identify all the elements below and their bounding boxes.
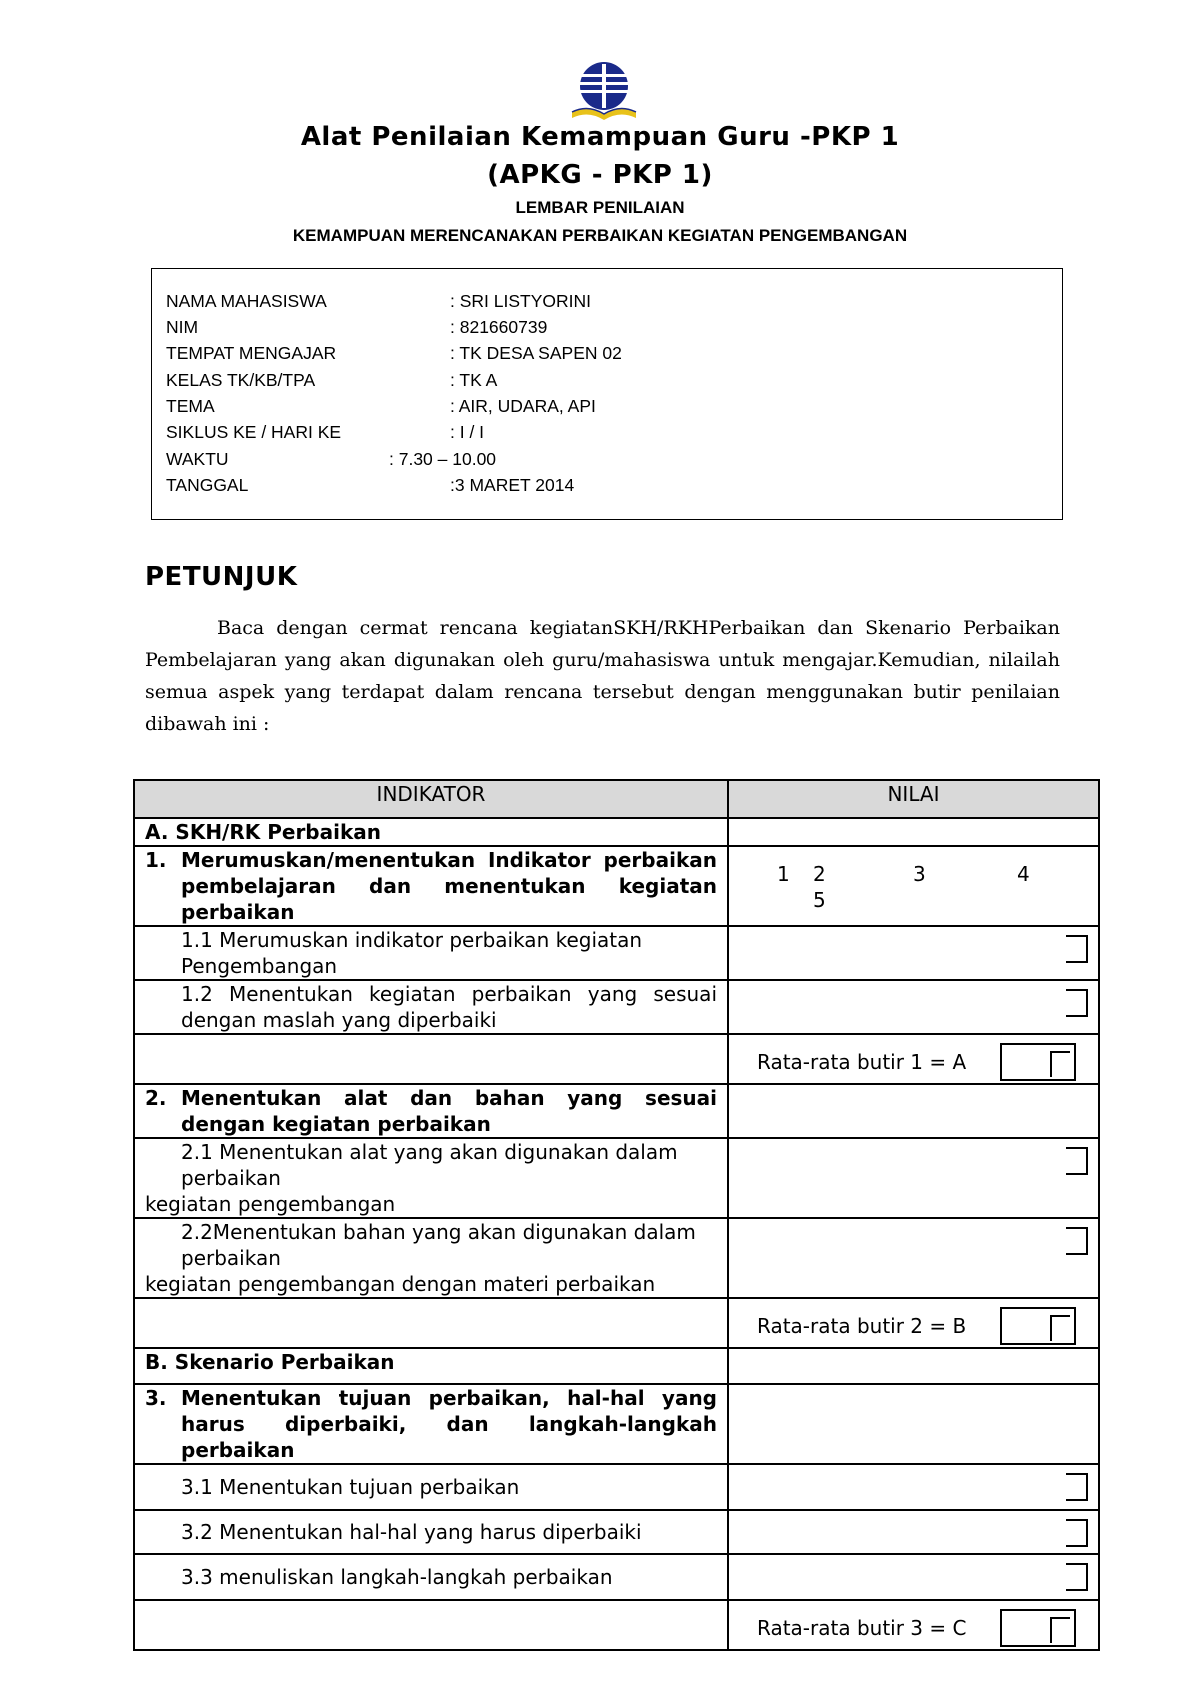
student-info-box: NAMA MAHASISWA : SRI LISTYORINI NIM : 821660739 TEMPAT MENGAJAR : TK DESA SAPEN 02 KELAS TK/KB/TPA : TK A TEMA : AIR, UDARA, API SIKLUS KE / HARI KE : I / I WAKTU : 7.30 – 10.00 TANGGAL :3 MARET 2014 <box>151 268 1063 520</box>
item2-2-row <box>134 1218 1099 1298</box>
university-logo-icon <box>566 60 642 124</box>
scale-2: 2 <box>813 862 826 886</box>
assessment-table <box>133 779 1100 1651</box>
instructions-paragraph: Baca dengan cermat rencana kegiatanSKH/RKHPerbaikan dan Skenario Perbaikan Pembelajaran yang akan digunakan oleh guru/mahasiswa untuk mengajar.Kemudian, nilailah semua aspek yang terdapat dalam rencana tersebut dengan menggunakan butir penilaian dibawah ini : <box>145 617 1060 735</box>
avg3-label: Rata-rata butir 3 = C <box>757 1616 967 1640</box>
header-nilai: NILAI <box>728 780 1099 818</box>
item1-number: 1. <box>145 848 167 872</box>
rating-scale <box>739 847 1088 917</box>
avg2-row <box>134 1298 1099 1348</box>
item3-1-text: 3.1 Menentukan tujuan perbaikan <box>181 1475 520 1499</box>
section-b-label: B. Skenario Perbaikan <box>134 1348 728 1384</box>
avg3-row <box>134 1600 1099 1650</box>
instructions-heading: PETUNJUK <box>145 562 298 592</box>
item3-3-text: 3.3 menuliskan langkah-langkah perbaikan <box>181 1565 613 1589</box>
item1-1-checkbox[interactable] <box>1066 935 1088 963</box>
item1-1-text: 1.1 Merumuskan indikator perbaikan kegiatan Pengembangan <box>181 928 643 978</box>
scale-4: 4 <box>1017 862 1030 886</box>
item2-1-checkbox[interactable] <box>1066 1147 1088 1175</box>
item2-number: 2. <box>145 1086 167 1110</box>
item2-2-checkbox[interactable] <box>1066 1227 1088 1255</box>
item1-2-text: 1.2 Menentukan kegiatan perbaikan yang sesuai dengan maslah yang diperbaiki <box>181 982 717 1032</box>
item2-1-text-cont: kegiatan pengembangan <box>145 1192 396 1216</box>
document-title-abbrev: (APKG - PKP 1) <box>487 160 713 190</box>
sheet-subtitle: LEMBAR PENILAIAN <box>515 198 685 217</box>
scale-3: 3 <box>913 862 926 886</box>
item3-3-row <box>134 1554 1099 1600</box>
item3-3-checkbox[interactable] <box>1066 1563 1088 1591</box>
item3-2-text: 3.2 Menentukan hal-hal yang harus diperbaiki <box>181 1520 642 1544</box>
item2-row <box>134 1084 1099 1138</box>
avg1-label: Rata-rata butir 1 = A <box>757 1050 967 1074</box>
item2-2-text-cont: kegiatan pengembangan dengan materi perbaikan <box>145 1272 656 1296</box>
scale-5: 5 <box>813 888 826 912</box>
item1-row <box>134 846 1099 926</box>
avg1-input[interactable] <box>1000 1043 1076 1081</box>
table-header-row <box>134 780 1099 818</box>
item3-1-checkbox[interactable] <box>1066 1473 1088 1501</box>
avg3-input[interactable] <box>1000 1609 1076 1647</box>
item1-2-row <box>134 980 1099 1034</box>
avg2-label: Rata-rata butir 2 = B <box>757 1314 967 1338</box>
item1-2-checkbox[interactable] <box>1066 989 1088 1017</box>
document-title: Alat Penilaian Kemampuan Guru -PKP 1 <box>300 122 900 152</box>
item3-2-checkbox[interactable] <box>1066 1519 1088 1547</box>
header-indikator: INDIKATOR <box>134 780 728 818</box>
item3-text: Menentukan tujuan perbaikan, hal-hal yang harus diperbaiki, dan langkah-langkah perbaikan <box>181 1386 717 1462</box>
item3-2-row <box>134 1510 1099 1554</box>
section-a-row <box>134 818 1099 846</box>
item1-1-row <box>134 926 1099 980</box>
avg1-row <box>134 1034 1099 1084</box>
section-a-label: A. SKH/RK Perbaikan <box>134 818 728 846</box>
avg2-input[interactable] <box>1000 1307 1076 1345</box>
item3-number: 3. <box>145 1386 167 1410</box>
item3-1-row <box>134 1464 1099 1510</box>
item2-text: Menentukan alat dan bahan yang sesuai dengan kegiatan perbaikan <box>181 1086 717 1136</box>
sheet-topic: KEMAMPUAN MERENCANAKAN PERBAIKAN KEGIATAN PENGEMBANGAN <box>292 226 908 245</box>
item2-1-row <box>134 1138 1099 1218</box>
item1-text: Merumuskan/menentukan Indikator perbaikan pembelajaran dan menentukan kegiatan perbaikan <box>181 848 717 924</box>
section-b-row <box>134 1348 1099 1384</box>
item2-2-text: 2.2Menentukan bahan yang akan digunakan dalam perbaikan <box>181 1220 696 1270</box>
scale-1: 1 <box>777 862 790 886</box>
item3-row <box>134 1384 1099 1464</box>
item2-1-text: 2.1 Menentukan alat yang akan digunakan dalam perbaikan <box>181 1140 678 1190</box>
